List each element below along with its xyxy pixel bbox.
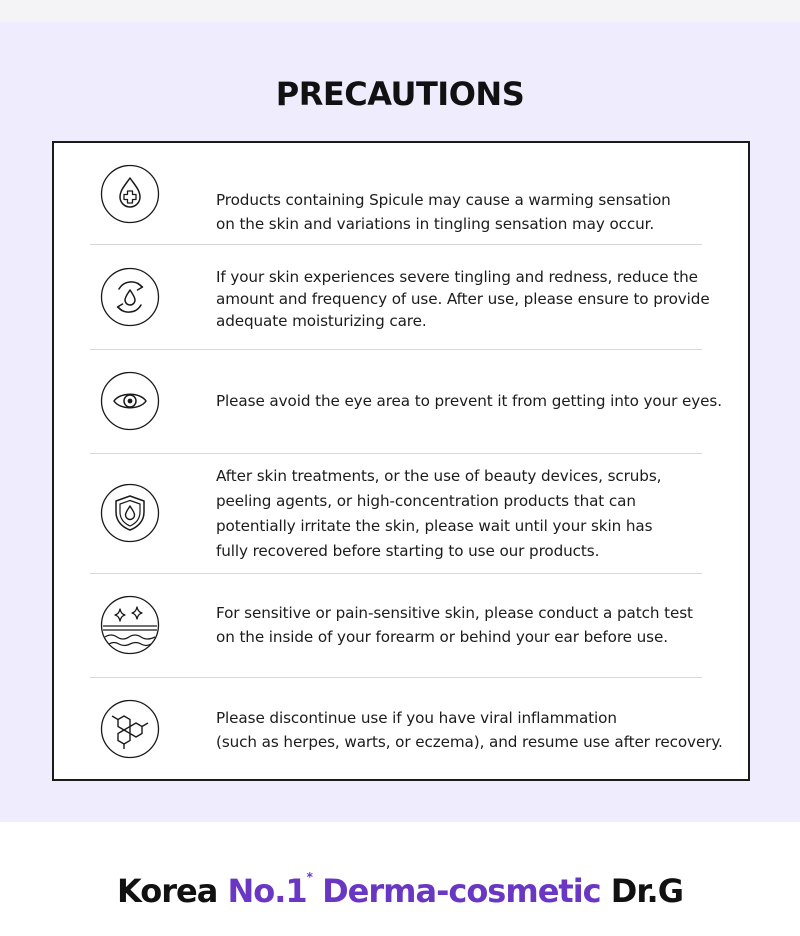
precaution-item	[90, 247, 710, 351]
precaution-text	[216, 464, 726, 564]
text-line: on the inside of your forearm or behind your ear before use.	[216, 628, 668, 646]
tagline-derma-cosmetic: Derma-cosmetic	[311, 872, 611, 910]
text-line: (such as herpes, warts, or eczema), and resume use after recovery.	[216, 733, 723, 751]
tagline-korea: Korea	[117, 872, 228, 910]
text-line: Products containing Spicule may cause a warming sensation	[216, 191, 671, 209]
precaution-text	[216, 188, 726, 236]
divider	[90, 244, 702, 245]
text-line: Please avoid the eye area to prevent it from getting into your eyes.	[216, 392, 722, 410]
brand-tagline	[0, 872, 800, 910]
text-line: amount and frequency of use. After use, please ensure to provide	[216, 290, 710, 308]
shield-drop-icon	[100, 483, 160, 543]
tagline-asterisk: *	[306, 870, 312, 884]
brand-name: Dr.G	[610, 872, 683, 910]
text-line: potentially irritate the skin, please wait until your skin has	[216, 517, 653, 535]
precaution-item	[90, 678, 723, 776]
precaution-text	[216, 601, 726, 649]
text-line: on the skin and variations in tingling sensation may occur.	[216, 215, 655, 233]
precaution-text	[216, 389, 726, 413]
precaution-item	[90, 454, 702, 572]
molecule-hexagon-icon	[100, 699, 160, 759]
precaution-item	[90, 351, 722, 453]
text-line: If your skin experiences severe tingling and redness, reduce the	[216, 268, 698, 286]
top-strip	[0, 0, 800, 22]
text-line: Please discontinue use if you have viral inflammation	[216, 709, 617, 727]
tagline-no1: No.1	[227, 872, 307, 910]
text-line: peeling agents, or high-concentration products that can	[216, 492, 636, 510]
text-line: After skin treatments, or the use of beauty devices, scrubs,	[216, 467, 662, 485]
page-title: PRECAUTIONS	[275, 75, 525, 113]
sparkle-skin-layer-icon	[100, 595, 160, 655]
precautions-box	[52, 141, 750, 781]
text-line: adequate moisturizing care.	[216, 312, 427, 330]
precaution-text	[216, 266, 726, 332]
precaution-item	[90, 574, 702, 676]
divider	[90, 349, 702, 350]
water-drop-cross-icon	[100, 164, 160, 224]
text-line: fully recovered before starting to use our products.	[216, 542, 600, 560]
text-line: For sensitive or pain-sensitive skin, please conduct a patch test	[216, 604, 693, 622]
precaution-text	[216, 706, 726, 754]
cycle-drop-icon	[100, 267, 160, 327]
eye-icon	[100, 371, 160, 431]
precaution-item	[90, 161, 702, 247]
